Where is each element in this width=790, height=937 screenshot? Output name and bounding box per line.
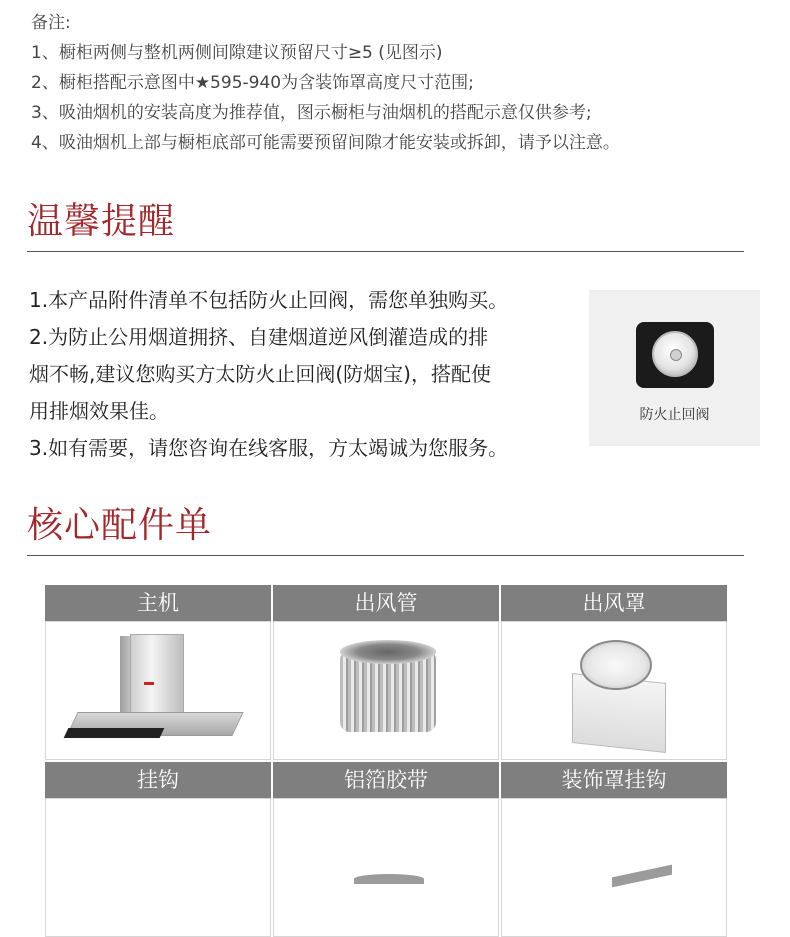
tip-line-2: 2.为防止公用烟道拥挤、自建烟道逆风倒灌造成的排 (29, 325, 489, 349)
tip-line-4: 用排烟效果佳。 (29, 399, 169, 423)
part-label: 主机 (45, 585, 271, 621)
tips-divider (27, 251, 744, 252)
part-label: 挂钩 (45, 762, 271, 798)
tip-line-3: 烟不畅,建议您购买方太防火止回阀(防烟宝)，搭配使 (29, 362, 491, 386)
part-image-frame (273, 621, 499, 760)
part-cell-foil-tape (273, 762, 499, 937)
tips-heading: 温馨提醒 (27, 201, 176, 242)
part-cell-hook (45, 762, 271, 937)
notes-block (31, 8, 620, 158)
note-item-1: 1、橱柜两侧与整机两侧间隙建议预留尺寸≥5 (见图示) (31, 43, 443, 63)
outlet-cover-image (572, 640, 668, 750)
part-cell-outlet-cover (501, 585, 727, 760)
part-image-frame (45, 798, 271, 937)
part-cell-cover-hook (501, 762, 727, 937)
part-label: 出风管 (273, 585, 499, 621)
cover-ring (580, 640, 652, 690)
hood-logo (144, 682, 154, 685)
tip-line-5: 3.如有需要，请您咨询在线客服，方太竭诚为您服务。 (29, 436, 509, 460)
part-image-frame (45, 621, 271, 760)
part-cell-main-unit (45, 585, 271, 760)
range-hood-image (72, 632, 238, 752)
part-image-frame (501, 621, 727, 760)
note-item-4: 4、吸油烟机上部与橱柜底部可能需要预留间隙才能安装或拆卸，请予以注意。 (31, 133, 620, 153)
duct-opening (340, 640, 436, 664)
part-cell-duct (273, 585, 499, 760)
foil-tape-image (354, 874, 424, 884)
tips-text (29, 282, 508, 467)
part-label: 铝箔胶带 (273, 762, 499, 798)
decorative-cover-hook-image (612, 865, 672, 888)
part-label: 装饰罩挂钩 (501, 762, 727, 798)
hood-control-panel (64, 728, 165, 738)
note-item-3: 3、吸油烟机的安装高度为推荐值，图示橱柜与油烟机的搭配示意仅供参考; (31, 103, 592, 123)
part-label: 出风罩 (501, 585, 727, 621)
valve-caption: 防火止回阀 (639, 407, 710, 423)
parts-divider (27, 555, 744, 556)
exhaust-duct-image (340, 640, 436, 740)
fire-check-valve-card (589, 290, 760, 446)
note-item-2: 2、橱柜搭配示意图中★595-940为含装饰罩高度尺寸范围; (31, 73, 474, 93)
parts-heading: 核心配件单 (27, 505, 213, 546)
tip-line-1: 1.本产品附件清单不包括防火止回阀，需您单独购买。 (29, 288, 509, 312)
valve-hub (670, 349, 682, 361)
hood-chimney (130, 634, 184, 716)
notes-title: 备注: (31, 13, 71, 33)
part-image-frame (501, 798, 727, 937)
part-image-frame (273, 798, 499, 937)
fire-check-valve-image (636, 322, 714, 388)
